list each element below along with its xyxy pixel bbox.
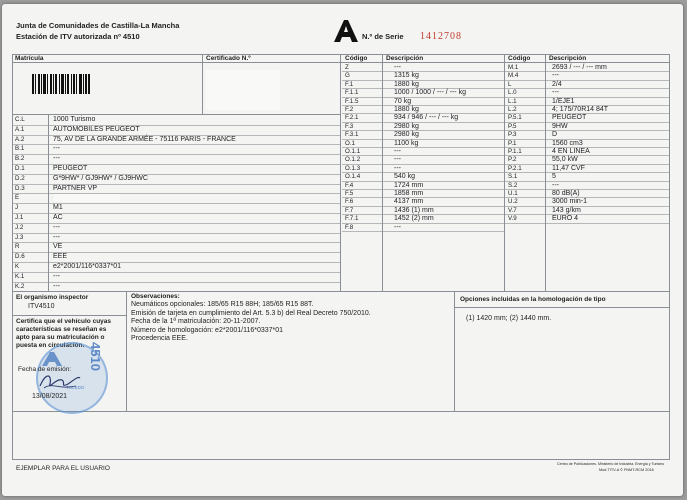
right-row-value: D (552, 131, 558, 139)
right-row-value: 3000 min-1 (552, 198, 588, 206)
vehicle-row-code: B.2 (15, 155, 25, 163)
vehicle-row-code: D.1 (15, 165, 25, 172)
vehicle-row-code: J.2 (15, 223, 24, 231)
matricula-label: Matrícula (15, 55, 44, 62)
inspector-certification: Certifica que el vehículo cuyas características se reseñan es apto para su matriculación o puesta en circulación. (16, 318, 112, 349)
row-divider (505, 164, 670, 165)
header-line1: Junta de Comunidades de Castilla-La Mancha (16, 21, 180, 30)
row-divider (342, 231, 504, 232)
right-row-code: M.1 (508, 64, 519, 71)
vehicle-row-value: AUTOMOBILES PEUGEOT (53, 125, 140, 133)
vehicle-row-value: --- (53, 155, 60, 163)
row-divider (505, 197, 670, 198)
vin-redacted (54, 194, 120, 202)
middle-row-code: O.1.2 (345, 156, 361, 164)
middle-row-code: F.8 (345, 223, 354, 231)
vehicle-row-code: B.1 (15, 145, 25, 153)
middle-row-value: 1724 mm (394, 181, 424, 189)
middle-row-code: F.5 (345, 190, 354, 197)
vehicle-row-value: --- (53, 233, 60, 241)
right-row-code: P.1 (508, 139, 517, 147)
logo-a-icon (334, 20, 358, 42)
right-row-code: L (508, 80, 512, 88)
vehicle-row-value: --- (53, 145, 60, 153)
middle-row-code: F.7 (345, 206, 354, 214)
row-divider (342, 105, 504, 106)
stamp-number: 4510 (88, 342, 103, 371)
serie-label: N.º de Serie (362, 32, 404, 41)
middle-row-value: 540 kg (394, 173, 416, 181)
vehicle-row-value: --- (53, 223, 60, 231)
header-line2: Estación de ITV autorizada nº 4510 (16, 32, 140, 41)
vehicle-row-code: J (15, 204, 19, 212)
row-divider (342, 122, 504, 123)
itv-card (2, 4, 683, 496)
right-row-value: --- (552, 181, 559, 189)
middle-row-code: F.2 (345, 106, 354, 113)
row-divider (505, 206, 670, 207)
row-divider (505, 139, 670, 140)
vehicle-row-value: M1 (53, 204, 63, 212)
row-divider (505, 223, 670, 224)
vehicle-row-value: --- (53, 272, 60, 280)
right-row-code: V.7 (508, 206, 517, 214)
footer-publisher: Centro de Publicaciones. Ministerio de Industria, Energía y Turismo (557, 462, 665, 466)
middle-row-value: --- (394, 156, 401, 164)
middle-row-value: 1452 (2) mm (394, 215, 434, 223)
vehicle-row-value: PEUGEOT (53, 165, 88, 172)
row-divider (505, 155, 670, 156)
right-row-code: P.1.1 (508, 148, 522, 155)
middle-row-code: F.6 (345, 198, 354, 206)
row-divider (505, 181, 670, 182)
middle-row-code: O.1.1 (345, 148, 361, 155)
right-row-code: U.2 (508, 198, 518, 206)
row-divider (505, 214, 670, 215)
vehicle-row-code: K.2 (15, 282, 25, 290)
vehicle-row-code: D.6 (15, 253, 25, 261)
right-row-code: P.3 (508, 131, 517, 139)
vehicle-row-value: EEE (53, 253, 68, 261)
row-divider (342, 80, 504, 81)
vehicle-row-value: PARTNER VP (53, 184, 98, 192)
row-divider (342, 223, 504, 224)
vehicle-row-value: e2*2001/116*0337*01 (53, 263, 121, 270)
row-divider (12, 154, 340, 155)
right-code-header: Código (508, 55, 531, 62)
row-divider (12, 233, 340, 234)
middle-row-value: 2980 kg (394, 122, 419, 130)
middle-row-value: 1858 mm (394, 190, 424, 197)
middle-row-value: 1315 kg (394, 72, 419, 80)
observaciones-text: Neumáticos opcionales: 185/65 R15 88H; 185/65 R15 88T. Emisión de tarjeta en cumplimiento del Art. 5.3 b) del Real Decreto 750/2010. Fecha de la 1ª matriculación: 20-11-2007. Número de homologación: e2*2001/116*0337*01 Procedencia EEE. (131, 301, 371, 343)
row-divider (505, 130, 670, 131)
stamp-logo-icon (42, 352, 62, 366)
middle-row-code: O.1 (345, 139, 355, 147)
row-divider (12, 282, 340, 283)
middle-row-value: 1000 / 1000 / --- / --- kg (394, 89, 466, 97)
right-row-code: P.5.1 (508, 114, 522, 122)
footer-model: Mod.TITV-A © FNMT-RCM 2016 (599, 468, 654, 472)
row-divider (12, 223, 340, 224)
row-divider (342, 71, 504, 72)
right-row-value: --- (552, 89, 559, 97)
middle-row-code: Z (345, 64, 349, 71)
middle-row-code: G (345, 72, 350, 80)
right-row-code: S.1 (508, 173, 518, 181)
middle-row-value: --- (394, 223, 401, 231)
middle-row-value: 1436 (1) mm (394, 206, 434, 214)
middle-row-value: 2980 kg (394, 131, 419, 139)
middle-row-code: F.1 (345, 80, 354, 88)
vehicle-row-code: E (15, 194, 20, 202)
middle-row-code: F.3.1 (345, 131, 359, 139)
vehicle-row-code: C.L (15, 116, 25, 123)
right-row-value: --- (552, 72, 559, 80)
right-row-code: P.2.1 (508, 164, 522, 172)
footer-left: EJEMPLAR PARA EL USUARIO (16, 465, 110, 472)
stamp-text: TOLEDO (66, 385, 85, 390)
row-divider (505, 71, 670, 72)
right-row-value: 9HW (552, 122, 568, 130)
right-row-value: EURO 4 (552, 215, 579, 223)
right-row-code: V.9 (508, 215, 517, 223)
middle-row-value: 934 / 946 / --- / --- kg (394, 114, 459, 122)
date-label: Fecha de emisión: (18, 366, 72, 373)
right-row-code: M.4 (508, 72, 519, 80)
middle-row-value: 1880 kg (394, 80, 419, 88)
row-divider (342, 147, 504, 148)
right-row-code: S.2 (508, 181, 518, 189)
right-row-value: 55,0 kW (552, 156, 578, 164)
middle-row-code: F.1.5 (345, 97, 359, 105)
signature-icon (38, 370, 85, 392)
middle-row-code: O.1.3 (345, 164, 361, 172)
middle-row-code: F.1.1 (345, 89, 359, 97)
right-row-value: 5 (552, 173, 556, 181)
row-divider (342, 172, 504, 173)
observaciones-label: Observaciones: (131, 293, 180, 300)
vehicle-row-code: K.1 (15, 272, 25, 280)
row-divider (342, 97, 504, 98)
row-divider (505, 122, 670, 123)
middle-row-code: F.7.1 (345, 215, 359, 223)
certificado-redacted (206, 70, 280, 110)
vehicle-row-value: --- (53, 282, 60, 290)
opciones-value: (1) 1420 mm; (2) 1440 mm. (466, 315, 552, 322)
middle-row-code: F.4 (345, 181, 354, 189)
row-divider (342, 155, 504, 156)
right-row-value: PEUGEOT (552, 114, 587, 122)
middle-row-value: --- (394, 164, 401, 172)
middle-row-value: 70 kg (394, 97, 412, 105)
right-row-value: 80 dB(A) (552, 190, 580, 197)
vehicle-row-code: A.1 (15, 125, 25, 133)
row-divider (505, 88, 670, 89)
middle-row-value: --- (394, 64, 401, 71)
row-divider (12, 272, 340, 273)
middle-row-code: F.2.1 (345, 114, 359, 122)
row-divider (342, 164, 504, 165)
emission-date: 13/08/2021 (32, 393, 68, 400)
vehicle-row-value: VE (53, 243, 63, 251)
certificado-label: Certificado N.º (206, 55, 251, 62)
right-row-value: 2/4 (552, 80, 562, 88)
vehicle-row-code: R (15, 243, 20, 251)
vehicle-row-code: D.2 (15, 174, 25, 182)
middle-row-value: 4137 mm (394, 198, 424, 206)
row-divider (505, 172, 670, 173)
right-row-value: 4 EN LINEA (552, 148, 590, 155)
row-divider (505, 113, 670, 114)
right-row-value: 143 g/km (552, 206, 581, 214)
vehicle-row-code: K (15, 263, 20, 270)
row-divider (12, 144, 340, 145)
right-desc-header: Descripción (549, 55, 587, 62)
serie-number: 1412708 (420, 31, 462, 42)
barcode-icon (32, 74, 90, 94)
right-row-value: 1/EJE1 (552, 97, 575, 105)
opciones-label: Opciones incluidas en la homologación de tipo (460, 296, 606, 303)
row-divider (505, 189, 670, 190)
vehicle-row-value: 75, AV DE LA GRANDE ARMÉE - 75116 PARIS - FRANCE (53, 135, 236, 143)
right-row-code: P.2 (508, 156, 517, 164)
vehicle-row-value: 1000 Turismo (53, 116, 96, 123)
row-divider (342, 130, 504, 131)
right-row-code: L.2 (508, 106, 517, 113)
inspector-label: El organismo inspector (16, 294, 89, 301)
vehicle-row-code: A.2 (15, 135, 25, 143)
vehicle-row-value: AC (53, 214, 63, 221)
right-row-code: L.0 (508, 89, 517, 97)
right-row-code: U.1 (508, 190, 518, 197)
middle-row-code: F.3 (345, 122, 354, 130)
row-divider (505, 97, 670, 98)
row-divider (505, 80, 670, 81)
vehicle-row-code: J.3 (15, 233, 24, 241)
right-row-value: 11,47 CVF (552, 164, 585, 172)
right-row-value: 4; 175/70R14 84T (552, 106, 609, 113)
middle-row-value: 1100 kg (394, 139, 419, 147)
middle-row-value: 1880 kg (394, 106, 419, 113)
vehicle-row-code: J.1 (15, 214, 24, 221)
inspector-value: ITV4510 (28, 303, 55, 310)
right-row-value: 1560 cm3 (552, 139, 583, 147)
middle-row-value: --- (394, 148, 401, 155)
vehicle-row-code: D.3 (15, 184, 25, 192)
right-row-code: P.5 (508, 122, 517, 130)
row-divider (342, 139, 504, 140)
middle-row-code: O.1.4 (345, 173, 361, 181)
middle-code-header: Código (345, 55, 368, 62)
middle-desc-header: Descripción (386, 55, 424, 62)
right-row-value: 2693 / --- / --- mm (552, 64, 607, 71)
right-row-code: L.1 (508, 97, 517, 105)
vehicle-row-value: G*9HW* / GJ9HW* / GJ9HWC (53, 174, 148, 182)
